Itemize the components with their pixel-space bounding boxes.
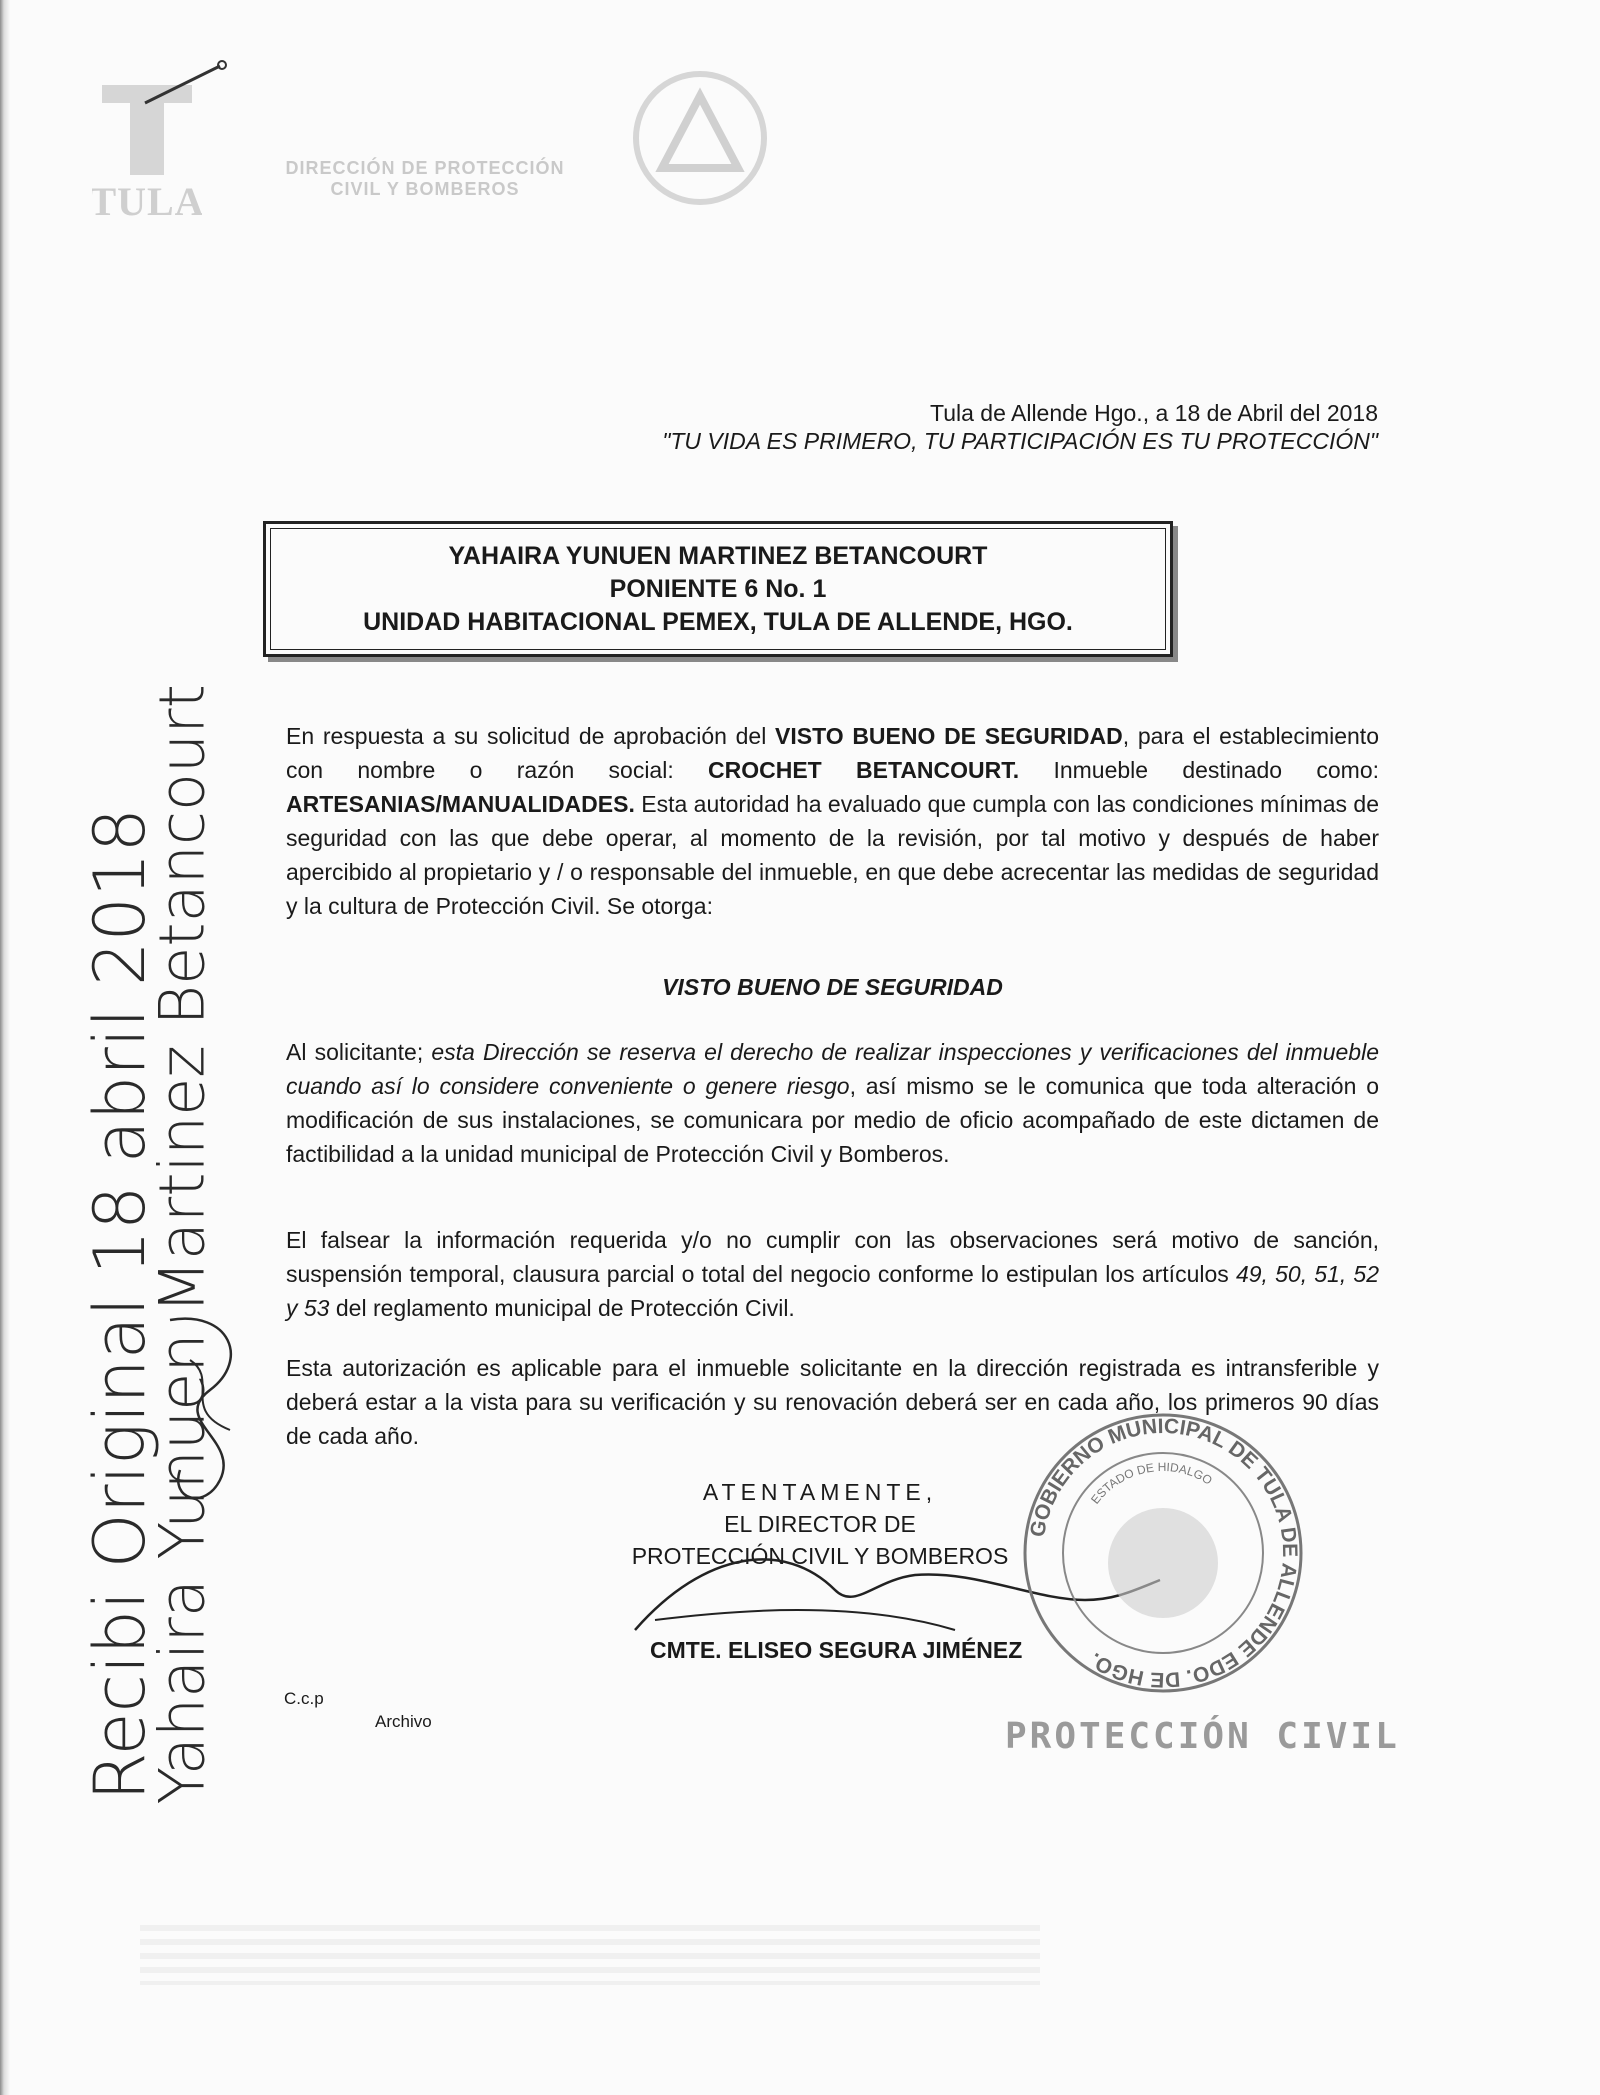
paragraph-validity: Esta autorización es aplicable para el inmueble solicitante en la dirección registrada es intransferible y deberá estar a la vista para su verificación y su renovación deberá ser en cada año, los primeros 90 días de cada año. [286,1355,1379,1449]
civil-protection-emblem-icon [630,68,770,208]
place-date: Tula de Allende Hgo., a 18 de Abril del 2018 [930,400,1378,426]
department-line-1: DIRECCIÓN DE PROTECCIÓN [285,158,565,178]
paragraph-conditions: Al solicitante; esta Dirección se reserva el derecho de realizar inspecciones y verificaciones del inmueble cuando así lo considere conveniente o genere riesgo, así mismo se le comunica que toda alteración o modificación de sus instalaciones, se comunicara por medio de oficio acompañado de este dictamen de factibilidad a la unidad municipal de Protección Civil y Bomberos. [286,1039,1379,1167]
recipient-locality: UNIDAD HABITACIONAL PEMEX, TULA DE ALLENDE, HGO. [363,607,1073,636]
archive-label: Archivo [375,1712,432,1731]
recipient-name: YAHAIRA YUNUEN MARTINEZ BETANCOURT [448,541,988,570]
recipient-signature-icon [150,1300,260,1530]
seal-outer-text: GOBIERNO MUNICIPAL DE TULA DE ALLENDE EDO. DE HGO. [1026,1414,1302,1692]
department-line-2: CIVIL Y BOMBEROS [330,179,520,199]
paragraph-sanctions: El falsear la información requerida y/o no cumplir con las observaciones será motivo de sanción, suspensión temporal, clausura parcial o total del negocio conforme lo estipulan los artículos 49, 50, 51, 52 y 53 del reglamento municipal de Protección Civil. [286,1227,1379,1321]
city-logo-text: TULA [92,179,202,224]
ccp-label: C.c.p [284,1689,324,1708]
department-heading [255,158,595,200]
recipient-box [263,521,1173,657]
signer-title-line-2: PROTECCIÓN CIVIL Y BOMBEROS [631,1543,1009,1569]
seal-inner-text: ESTADO DE HIDALGO [1087,1459,1215,1507]
svg-text:ESTADO DE HIDALGO [1088,1460,1215,1507]
signer-title-line-1: EL DIRECTOR DE [724,1511,916,1537]
motto: "TU VIDA ES PRIMERO, TU PARTICIPACIÓN ES TU PROTECCIÓN" [662,428,1378,454]
signer-name: CMTE. ELISEO SEGURA JIMÉNEZ [650,1637,1023,1663]
seal-footer-text: PROTECCIÓN CIVIL [1005,1716,1400,1757]
seal-coat-of-arms-icon [1108,1508,1218,1618]
back-page-show-through [140,1925,1040,1985]
closing: ATENTAMENTE, [702,1479,938,1505]
handwritten-receipt-line-2: Yahaira Yunuen Martinez Betancourt [145,684,219,1805]
recipient-street: PONIENTE 6 No. 1 [609,574,827,603]
scan-edge-shadow [0,0,10,2095]
paragraph-request: En respuesta a su solicitud de aprobación del VISTO BUENO DE SEGURIDAD, para el establecimiento con nombre o razón social: CROCHET BETANCOURT. Inmueble destinado como: ARTESANIAS/MANUALIDADES. Esta autoridad ha evaluado que cumpla con las condiciones mínimas de seguridad con las que debe operar, al momento de la revisión, por tal motivo y después de haber apercibido al propietario y / o responsable del inmueble, en que debe acrecentar las medidas de seguridad y la cultura de Protección Civil. Se otorga: [286,723,1380,919]
handwritten-receipt-line-1: Recibi Original 18 abril 2018 [79,807,161,1801]
granted-title: VISTO BUENO DE SEGURIDAD [662,974,1003,1000]
handwritten-check-mark-icon [140,58,230,118]
official-seal-stamp [1018,1408,1308,1698]
